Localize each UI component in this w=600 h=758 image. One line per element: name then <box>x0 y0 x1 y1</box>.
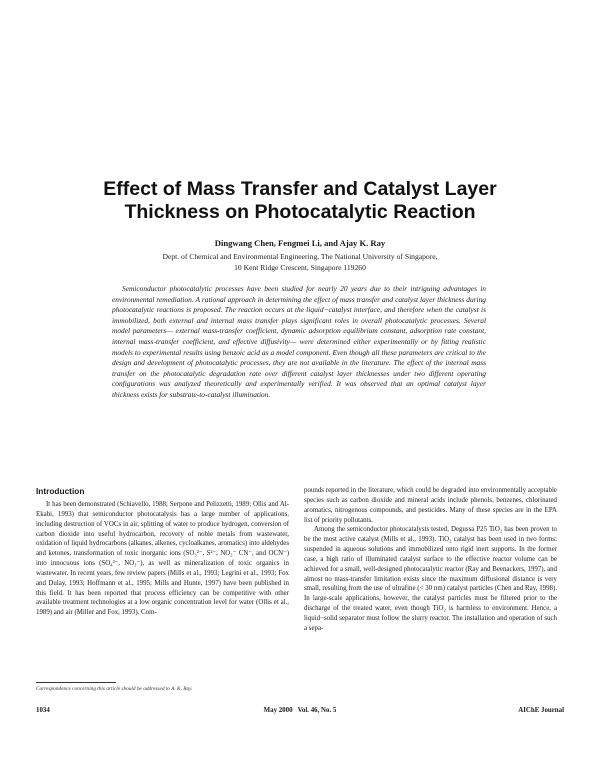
affiliation-line-2: 10 Kent Ridge Crescent, Singapore 119260 <box>234 262 366 272</box>
section-heading-introduction: Introduction <box>36 486 85 496</box>
intro-paragraph-continued: pounds reported in the literature, which could be degraded into environmentally acceptable species such as carbon dioxide and mineral acids include phenols, benzenes, chlorinated aromatics, nitrogenous compounds, and pesticides. Many of these species are in the EPA list of priority pollutants. <box>304 487 557 524</box>
author-list: Dingwang Chen, Fengmei Li, and Ajay K. Ray <box>214 238 386 248</box>
intro-paragraph-1: It has been demonstrated (Schiavello, 1988; Serpone and Pelizzetti, 1989; Ollis and Al-Ekabi, 1993) that semiconductor photocatalysis has a large number of applications, including destruction of VOCs in air, splitting of water to produce hydrogen, conversion of carbon dioxide into useful hydrocarbon, recovery of noble metals from wastewater, oxidation of liquid hydrocarbons (alkanes, alkenes, cycloalkanes, aromatics) into aldehydes and ketones, transformation of toxic inorganic ions (SO₃²⁻, S²⁻, NO₂⁻ CN⁻, and OCN⁻) into innocuous ions (SO₄²⁻, NO₃⁻), as well as mineralization of toxic organics in wastewater. In recent years, few review papers (Mills et al., 1993; Legrini et al., 1993; Fox and Dulay, 1993; Hoffmann et al., 1995; Mills and Hunte, 1997) have been published in this field. It has been reported that process efficiency can be competitive with other available treatment technologies at a low organic concentration level for water (Ollis et al., 1989) and air (Miller and Fox, 1993). Com- <box>36 501 289 617</box>
body-column-left <box>36 500 289 682</box>
title-line-1: Effect of Mass Transfer and Catalyst Layer <box>103 178 497 200</box>
article-title <box>0 178 600 224</box>
body-column-right <box>304 486 557 696</box>
title-line-2: Thickness on Photocatalytic Reaction <box>124 201 476 223</box>
page-number: 1034 <box>36 707 50 714</box>
affiliation-line-1: Dept. of Chemical and Environmental Engineering, The National University of Singapore, <box>162 252 438 261</box>
intro-paragraph-2: Among the semiconductor photocatalysts tested, Degussa P25 TiO₂ has been proven to be the most active catalyst (Mills et al., 1993). TiO₂ catalyst has been used in two forms: suspended in aqueous solutions and immobilized onto rigid inert supports. In the former case, a high ratio of illuminated catalyst surface to the effective reactor volume can be achieved for a small, well-designed photocatalytic reactor (Ray and Beenackers, 1997), and almost no mass-transfer limitation exists since the maximum diffusional distance is very small, resulting from the use of ultrafine (< 30 nm) catalyst particles (Chen and Ray, 1998). In large-scale applications, however, the catalyst particles must be filtered prior to the discharge of the treated water, even though TiO₂ is harmless to environment. Hence, a liquid−solid separator must follow the slurry reactor. The installation and operation of such a sepa- <box>304 526 557 632</box>
footnote-divider <box>36 682 116 683</box>
correspondence-footnote: Correspondence concerning this article should be addressed to A. K. Ray. <box>36 686 193 692</box>
issue-info: May 2000 Vol. 46, No. 5 <box>263 707 337 714</box>
abstract: Semiconductor photocatalytic processes have been studied for nearly 20 years due to their intriguing advantages in environmental remediation. A rational approach in determining the effect of mass transfer and catalyst layer thickness during photocatalytic reactions is proposed. The reaction occurs at the liquid−catalyst interface, and therefore when the catalyst is immobilized, both external and internal mass transfer plays significant roles in overall photocatalytic processes. Several model parameters— external mass-transfer coefficient, dynamic adsorption equilibrium constant, adsorption rate constant, internal mass-transfer coefficient, and effective diffusivity— were determined either experimentally or by fitting realistic models to experimental results using benzoic acid as a model component. Even though all these parameters are critical to the design and development of photocatalytic processes, they are not available in the literature. The effect of the internal mass transfer on the photocatalytic degradation rate over different catalyst layer thicknesses under two different operating configurations was analyzed theoretically and experimentally verified. It was observed that an optimal catalyst layer thickness exists for substrate-to-catalyst illumination. <box>112 284 486 399</box>
affiliation <box>0 252 600 273</box>
journal-name: AIChE Journal <box>518 707 564 714</box>
